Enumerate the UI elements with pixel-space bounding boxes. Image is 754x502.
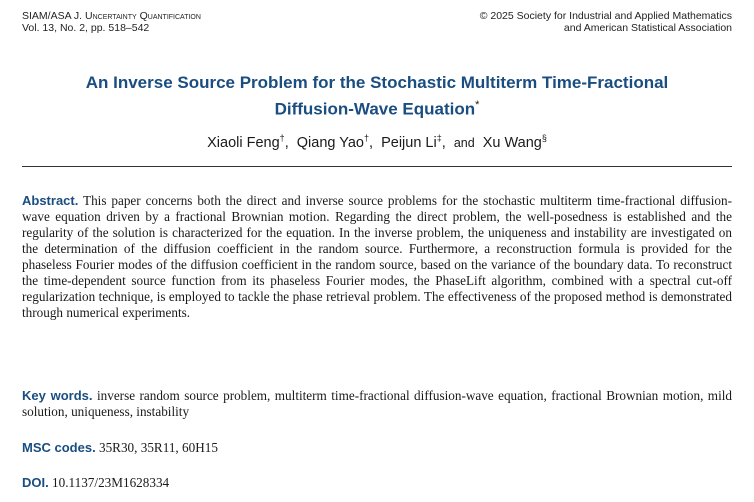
msc-text: 35R30, 35R11, 60H15 <box>98 440 218 455</box>
keywords <box>22 388 732 420</box>
copyright-header <box>480 10 732 34</box>
doi-text[interactable]: 10.1137/23M1628334 <box>52 475 170 490</box>
author-name: Peijun Li <box>381 134 437 151</box>
author-mark: † <box>279 133 285 143</box>
author-mark: † <box>363 133 369 143</box>
author-and: and <box>453 135 475 150</box>
author-list <box>0 133 754 151</box>
keywords-text: inverse random source problem, multiterm time-fractional diffusion-wave equation, fractional Brownian motion, mild solution, uniqueness, instability <box>22 388 732 419</box>
author-name: Qiang Yao <box>296 134 364 151</box>
keywords-label: Key words. <box>22 388 93 403</box>
author-mark: § <box>541 133 547 143</box>
paper-title <box>30 72 724 121</box>
abstract-label: Abstract. <box>22 193 79 208</box>
journal-header <box>22 10 201 34</box>
volume-line: Vol. 13, No. 2, pp. 518–542 <box>22 22 150 34</box>
title-line-2: Diffusion-Wave Equation <box>274 99 476 119</box>
doi <box>22 475 169 491</box>
msc-label: MSC codes. <box>22 440 96 455</box>
abstract <box>22 193 732 321</box>
author-separator: , <box>441 134 446 151</box>
msc-codes <box>22 440 218 456</box>
journal-name: SIAM/ASA J. Uncertainty Quantification <box>22 10 201 22</box>
author-separator: , <box>284 134 289 151</box>
doi-label: DOI. <box>22 475 49 490</box>
author-separator: , <box>368 134 374 151</box>
author-mark: ‡ <box>436 133 442 143</box>
copyright-line-1: © 2025 Society for Industrial and Applied Mathematics <box>479 10 732 22</box>
title-footnote-mark: * <box>475 99 480 111</box>
title-line-1: An Inverse Source Problem for the Stochastic Multiterm Time-Fractional <box>85 73 669 92</box>
copyright-line-2: and American Statistical Association <box>563 22 732 34</box>
abstract-text: This paper concerns both the direct and inverse source problems for the stochastic multiterm time-fractional diffusion-wave equation driven by a fractional Brownian motion. Regarding the direct problem, the well-posedness is established and the regularity of the solution is characterized for the equation. In the inverse problem, the uniqueness and instability are investigated on the determination of the diffusion coefficient in the random source. Furthermore, a reconstruction formula is provided for the phaseless Fourier modes of the diffusion coefficient in the random source, based on the variance of the boundary data. To reconstruct the time-dependent source function from its phaseless Fourier modes, the PhaseLift algorithm, combined with a spectral cut-off regularization technique, is employed to tackle the phase retrieval problem. The effectiveness of the proposed method is demonstrated through numerical experiments. <box>22 193 732 320</box>
top-rule <box>22 166 732 167</box>
author-name: Xiaoli Feng <box>207 134 280 151</box>
author-name: Xu Wang <box>482 134 542 151</box>
